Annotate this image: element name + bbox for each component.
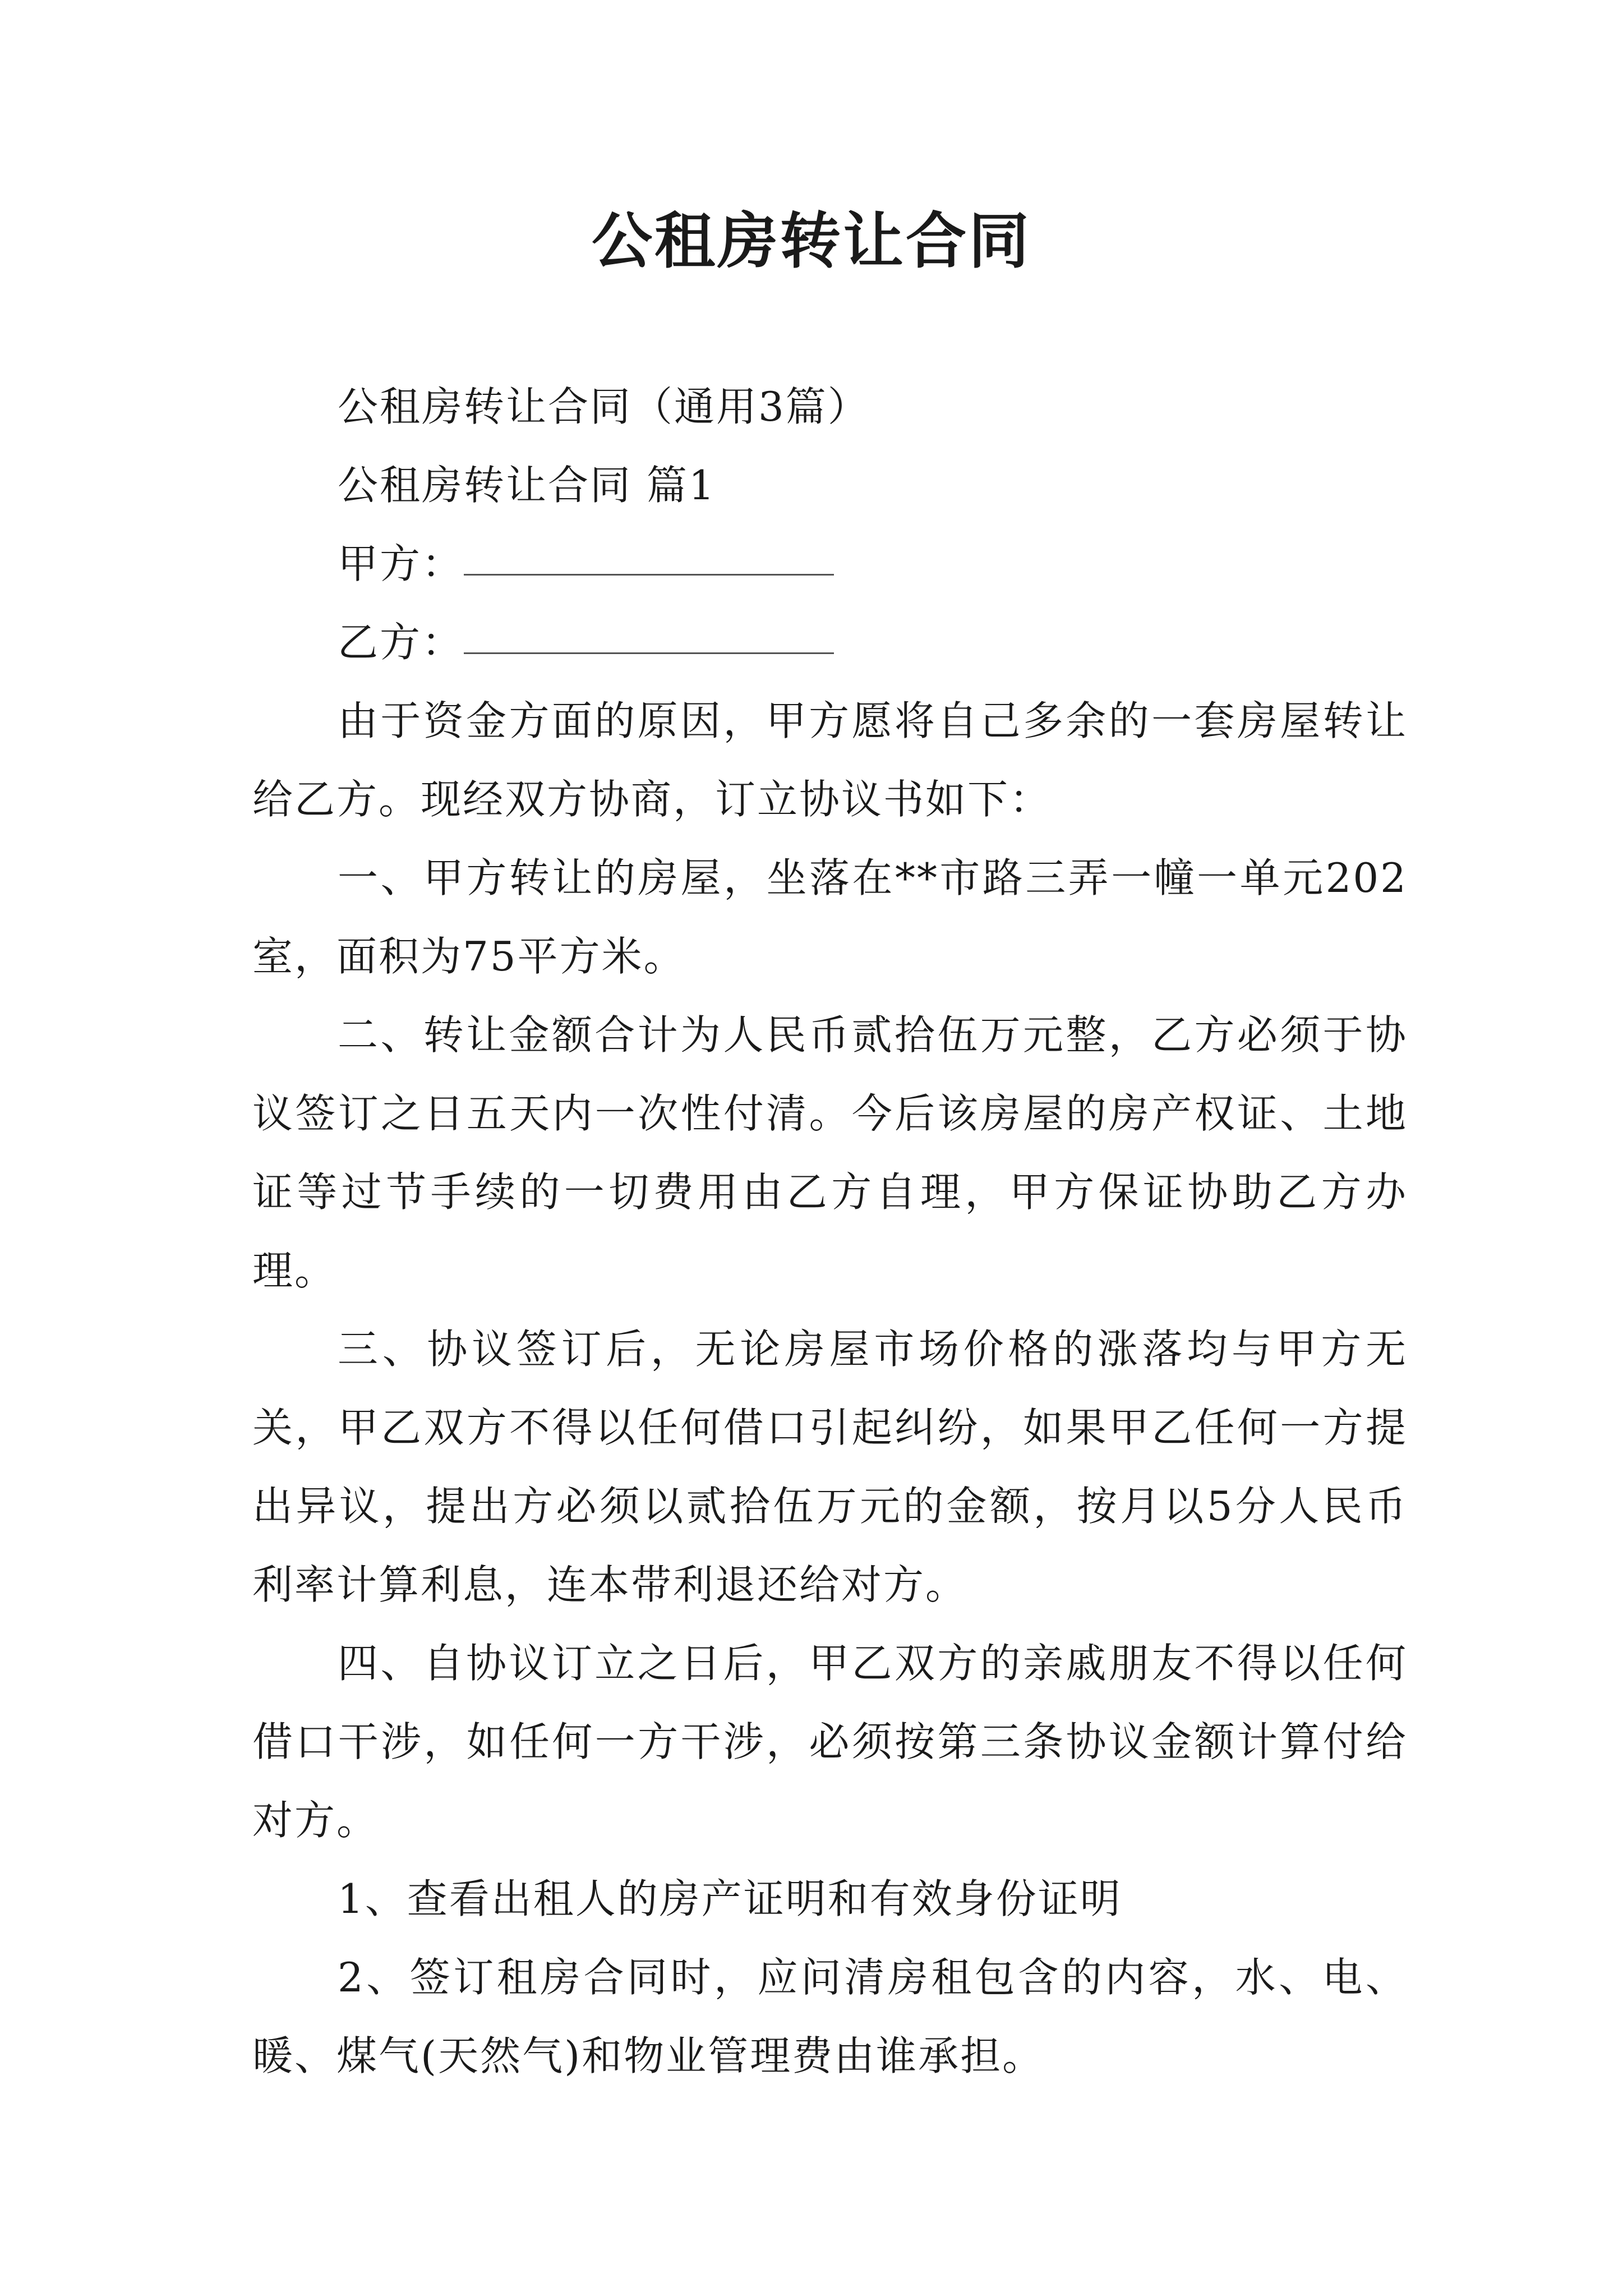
paragraph-clause-1: 一、甲方转让的房屋，坐落在**市路三弄一幢一单元202室，面积为75平方米。 xyxy=(252,854,1408,980)
party-b-row xyxy=(252,603,1408,682)
party-b-blank-line xyxy=(464,648,834,654)
paragraph-note-1: 1、查看出租人的房产证明和有效身份证明 xyxy=(338,1875,1122,1922)
section-heading: 公租房转让合同 篇1 xyxy=(338,462,716,509)
party-a-row xyxy=(252,524,1408,603)
paragraph-clause-4: 四、自协议订立之日后，甲乙双方的亲戚朋友不得以任何借口干涉，如任何一方干涉，必须按第三条协议金额计算付给对方。 xyxy=(252,1640,1408,1844)
party-a-blank-line xyxy=(464,569,834,576)
party-b-label: 乙方： xyxy=(338,619,464,666)
paragraph-intro: 由于资金方面的原因，甲方愿将自己多余的一套房屋转让给乙方。现经双方协商，订立协议书如下： xyxy=(252,697,1408,823)
document-title: 公租房转让合同 xyxy=(591,206,1031,277)
document-body xyxy=(252,367,1408,2095)
party-a-label: 甲方： xyxy=(338,540,464,587)
document-subtitle: 公租房转让合同（通用3篇） xyxy=(338,383,870,430)
paragraph-note-2: 2、签订租房合同时，应问清房租包含的内容，水、电、暖、煤气(天然气)和物业管理费由谁承担。 xyxy=(252,1954,1408,2079)
paragraph-clause-3: 三、协议签订后，无论房屋市场价格的涨落均与甲方无关，甲乙双方不得以任何借口引起纠纷，如果甲乙任何一方提出异议，提出方必须以贰拾伍万元的金额，按月以5分人民币利率计算利息，连本带利退还给对方。 xyxy=(252,1326,1408,1608)
paragraph-clause-2: 二、转让金额合计为人民币贰拾伍万元整，乙方必须于协议签订之日五天内一次性付清。今后该房屋的房产权证、土地证等过节手续的一切费用由乙方自理，甲方保证协助乙方办理。 xyxy=(252,1011,1408,1294)
